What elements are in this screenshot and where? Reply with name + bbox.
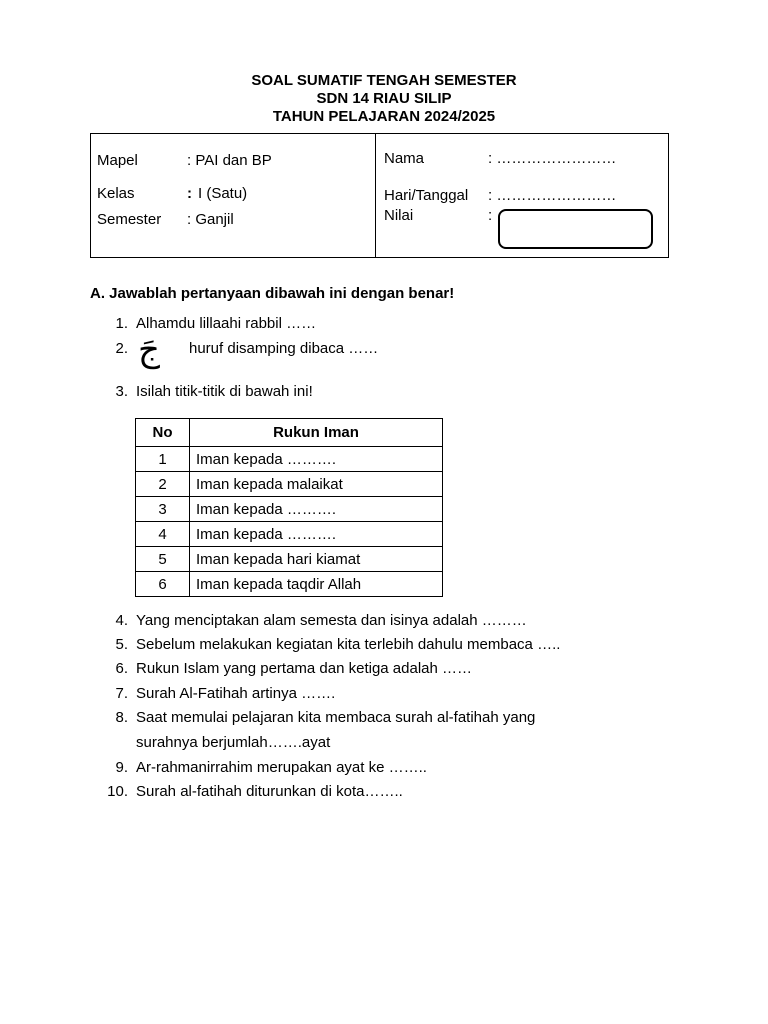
question-number: 3. <box>115 383 128 400</box>
arabic-letter-jim: جَ <box>138 330 160 370</box>
mapel-label: Mapel <box>97 152 138 169</box>
row-text: Iman kepada ………. <box>190 447 443 472</box>
question-number: 4. <box>115 612 128 629</box>
semester-label: Semester <box>97 211 162 228</box>
question-text: Surah al-fatihah diturunkan di kota…….. <box>136 783 403 800</box>
question-text: huruf disamping dibaca …… <box>189 340 379 357</box>
question-text: Rukun Islam yang pertama dan ketiga adalah …… <box>136 660 473 677</box>
section-title: A. Jawablah pertanyaan dibawah ini dengan benar! <box>90 285 455 302</box>
row-text: Iman kepada ………. <box>190 522 443 547</box>
kelas-colon: : <box>187 185 192 202</box>
row-number: 1 <box>136 447 190 472</box>
semester-value: : Ganjil <box>187 211 234 228</box>
table-row <box>136 497 443 522</box>
hari-tanggal-label: Hari/Tanggal <box>384 187 469 204</box>
question-number: 8. <box>115 709 128 726</box>
table-row <box>136 547 443 572</box>
hari-tanggal-value: : …………………… <box>488 187 617 204</box>
question-text: Yang menciptakan alam semesta dan isinya adalah ……… <box>136 612 527 629</box>
nilai-label: Nilai <box>384 207 414 224</box>
question-text: Isilah titik-titik di bawah ini! <box>136 383 313 400</box>
table-row <box>136 522 443 547</box>
row-number: 4 <box>136 522 190 547</box>
kelas-label: Kelas <box>97 185 135 202</box>
row-text: Iman kepada taqdir Allah <box>190 572 443 597</box>
row-text: Iman kepada ………. <box>190 497 443 522</box>
question-text-continued: surahnya berjumlah…….ayat <box>136 734 331 751</box>
nilai-colon: : <box>488 207 493 224</box>
question-number: 6. <box>115 660 128 677</box>
nama-label: Nama <box>384 150 425 167</box>
question-number: 10. <box>107 783 128 800</box>
row-text: Iman kepada malaikat <box>190 472 443 497</box>
header-rukun-iman: Rukun Iman <box>190 419 443 447</box>
table-header-row <box>136 419 443 447</box>
title-line-1: SOAL SUMATIF TENGAH SEMESTER <box>251 72 517 89</box>
question-text: Sebelum melakukan kegiatan kita terlebih dahulu membaca ….. <box>136 636 561 653</box>
info-box-divider <box>375 133 376 258</box>
row-number: 5 <box>136 547 190 572</box>
question-text: Alhamdu lillaahi rabbil …… <box>136 315 317 332</box>
row-number: 6 <box>136 572 190 597</box>
table-row <box>136 472 443 497</box>
row-number: 3 <box>136 497 190 522</box>
question-number: 1. <box>115 315 128 332</box>
nama-value: : …………………… <box>488 150 617 167</box>
question-number: 7. <box>115 685 128 702</box>
nilai-box <box>498 209 653 249</box>
question-text: Ar-rahmanirrahim merupakan ayat ke …….. <box>136 759 427 776</box>
kelas-value: I (Satu) <box>198 185 248 202</box>
title-line-3: TAHUN PELAJARAN 2024/2025 <box>272 108 496 125</box>
question-text: Surah Al-Fatihah artinya ……. <box>136 685 336 702</box>
question-number: 9. <box>115 759 128 776</box>
rukun-iman-table <box>135 418 443 597</box>
question-text: Saat memulai pelajaran kita membaca surah al-fatihah yang <box>136 709 536 726</box>
table-row <box>136 447 443 472</box>
title-line-2: SDN 14 RIAU SILIP <box>316 90 452 107</box>
question-number: 5. <box>115 636 128 653</box>
table-row <box>136 572 443 597</box>
row-text: Iman kepada hari kiamat <box>190 547 443 572</box>
mapel-value: : PAI dan BP <box>187 152 272 169</box>
question-number: 2. <box>115 340 128 357</box>
row-number: 2 <box>136 472 190 497</box>
header-no: No <box>136 419 190 447</box>
